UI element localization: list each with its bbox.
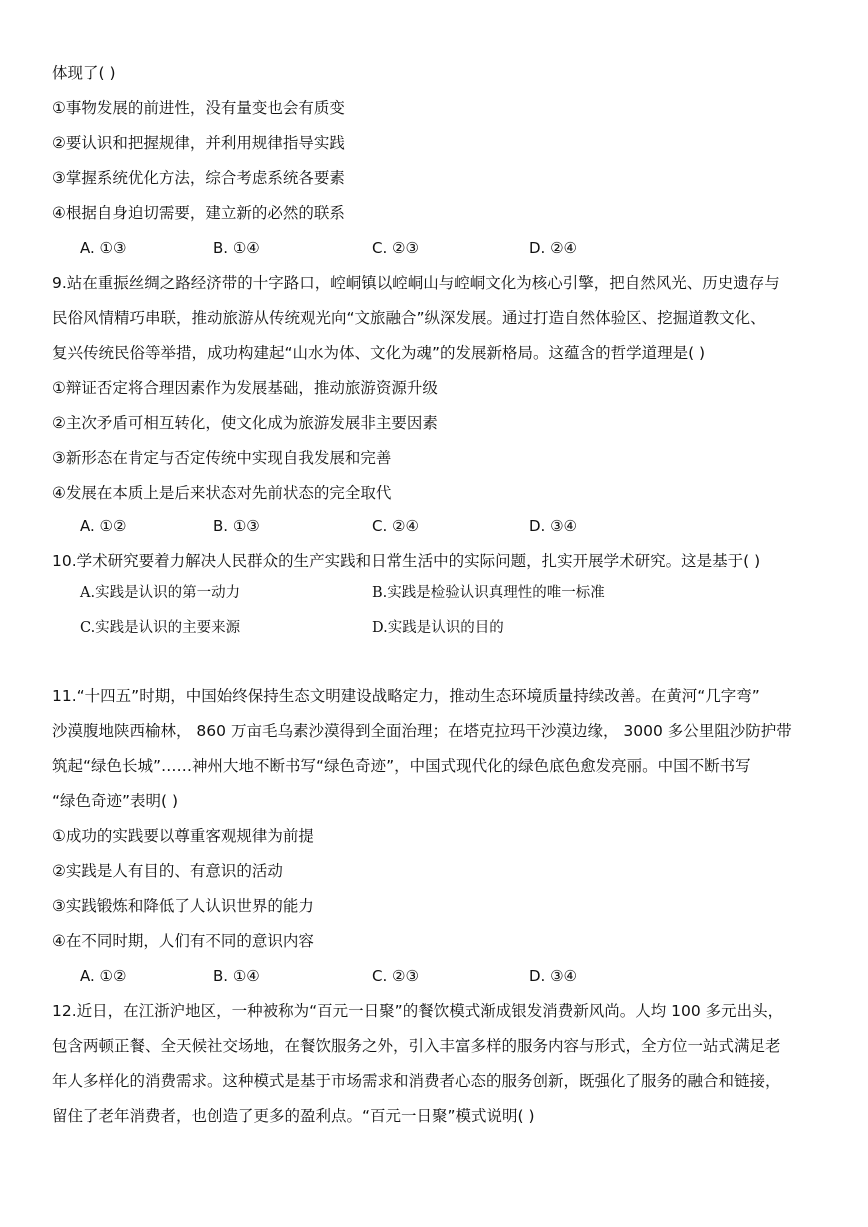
q11-stem-line-1: 11.“十四五”时期，中国始终保持生态文明建设战略定力，推动生态环境质量持续改善。在黄河“几字弯” xyxy=(52,687,760,705)
q8-option-a[interactable]: A. ①③ xyxy=(80,239,127,257)
q10-option-c[interactable]: C.实践是认识的主要来源 xyxy=(80,620,241,636)
q11-stem-line-3: 筑起“绿色长城”……神州大地不断书写“绿色奇迹”，中国式现代化的绿色底色愈发亮丽。中国不断书写 xyxy=(52,757,751,775)
q8-item-4: ④根据自身迫切需要，建立新的必然的联系 xyxy=(52,204,345,222)
q8-stem-tail: 体现了( ) xyxy=(52,64,116,82)
q9-item-1: ①辩证否定将合理因素作为发展基础，推动旅游资源升级 xyxy=(52,379,438,397)
q12-stem-line-2: 包含两顿正餐、全天候社交场地，在餐饮服务之外，引入丰富多样的服务内容与形式，全方位一站式满足老 xyxy=(52,1037,781,1055)
q11-option-a[interactable]: A. ①② xyxy=(80,967,127,985)
q8-item-2: ②要认识和把握规律，并利用规律指导实践 xyxy=(52,134,345,152)
q9-item-2: ②主次矛盾可相互转化，使文化成为旅游发展非主要因素 xyxy=(52,414,438,432)
q11-option-d[interactable]: D. ③④ xyxy=(529,967,577,985)
q10-option-b[interactable]: B.实践是检验认识真理性的唯一标准 xyxy=(372,585,605,601)
q11-stem-line-4: “绿色奇迹”表明( ) xyxy=(52,792,179,810)
q9-stem-line-3: 复兴传统民俗等举措，成功构建起“山水为体、文化为魂”的发展新格局。这蕴含的哲学道理是( ) xyxy=(52,344,706,362)
q10-option-d[interactable]: D.实践是认识的目的 xyxy=(372,620,504,636)
q9-item-4: ④发展在本质上是后来状态对先前状态的完全取代 xyxy=(52,484,392,502)
q12-stem-line-3: 年人多样化的消费需求。这种模式是基于市场需求和消费者心态的服务创新，既强化了服务的融合和链接， xyxy=(52,1072,781,1090)
q9-option-a[interactable]: A. ①② xyxy=(80,517,127,535)
q11-item-4: ④在不同时期，人们有不同的意识内容 xyxy=(52,932,314,950)
q9-stem-line-1: 9.站在重振丝绸之路经济带的十字路口，崆峒镇以崆峒山与崆峒文化为核心引擎，把自然风光、历史遗存与 xyxy=(52,274,780,292)
q12-stem-line-4: 留住了老年消费者，也创造了更多的盈利点。“百元一日聚”模式说明( ) xyxy=(52,1107,535,1125)
q11-item-2: ②实践是人有目的、有意识的活动 xyxy=(52,862,283,880)
q8-option-b[interactable]: B. ①④ xyxy=(213,239,260,257)
q9-option-c[interactable]: C. ②④ xyxy=(372,517,419,535)
q11-item-3: ③实践锻炼和降低了人认识世界的能力 xyxy=(52,897,314,915)
q9-stem-line-2: 民俗风情精巧串联，推动旅游从传统观光向“文旅融合”纵深发展。通过打造自然体验区、挖掘道教文化、 xyxy=(52,309,766,327)
q9-item-3: ③新形态在肯定与否定传统中实现自我发展和完善 xyxy=(52,449,392,467)
q9-option-b[interactable]: B. ①③ xyxy=(213,517,260,535)
q11-item-1: ①成功的实践要以尊重客观规律为前提 xyxy=(52,827,314,845)
q8-option-d[interactable]: D. ②④ xyxy=(529,239,577,257)
q8-item-1: ①事物发展的前进性，没有量变也会有质变 xyxy=(52,99,345,117)
q11-option-c[interactable]: C. ②③ xyxy=(372,967,419,985)
q11-stem-line-2: 沙漠腹地陕西榆林， 860 万亩毛乌素沙漠得到全面治理；在塔克拉玛干沙漠边缘， 3000 多公里阻沙防护带 xyxy=(52,722,792,740)
q9-option-d[interactable]: D. ③④ xyxy=(529,517,577,535)
q10-stem: 10.学术研究要着力解决人民群众的生产实践和日常生活中的实际问题，扎实开展学术研究。这是基于( ) xyxy=(52,552,761,570)
q11-option-b[interactable]: B. ①④ xyxy=(213,967,260,985)
q8-item-3: ③掌握系统优化方法，综合考虑系统各要素 xyxy=(52,169,345,187)
q8-option-c[interactable]: C. ②③ xyxy=(372,239,419,257)
q10-option-a[interactable]: A.实践是认识的第一动力 xyxy=(80,585,241,601)
q12-stem-line-1: 12.近日，在江浙沪地区，一种被称为“百元一日聚”的餐饮模式渐成银发消费新风尚。人均 100 多元出头， xyxy=(52,1002,784,1020)
